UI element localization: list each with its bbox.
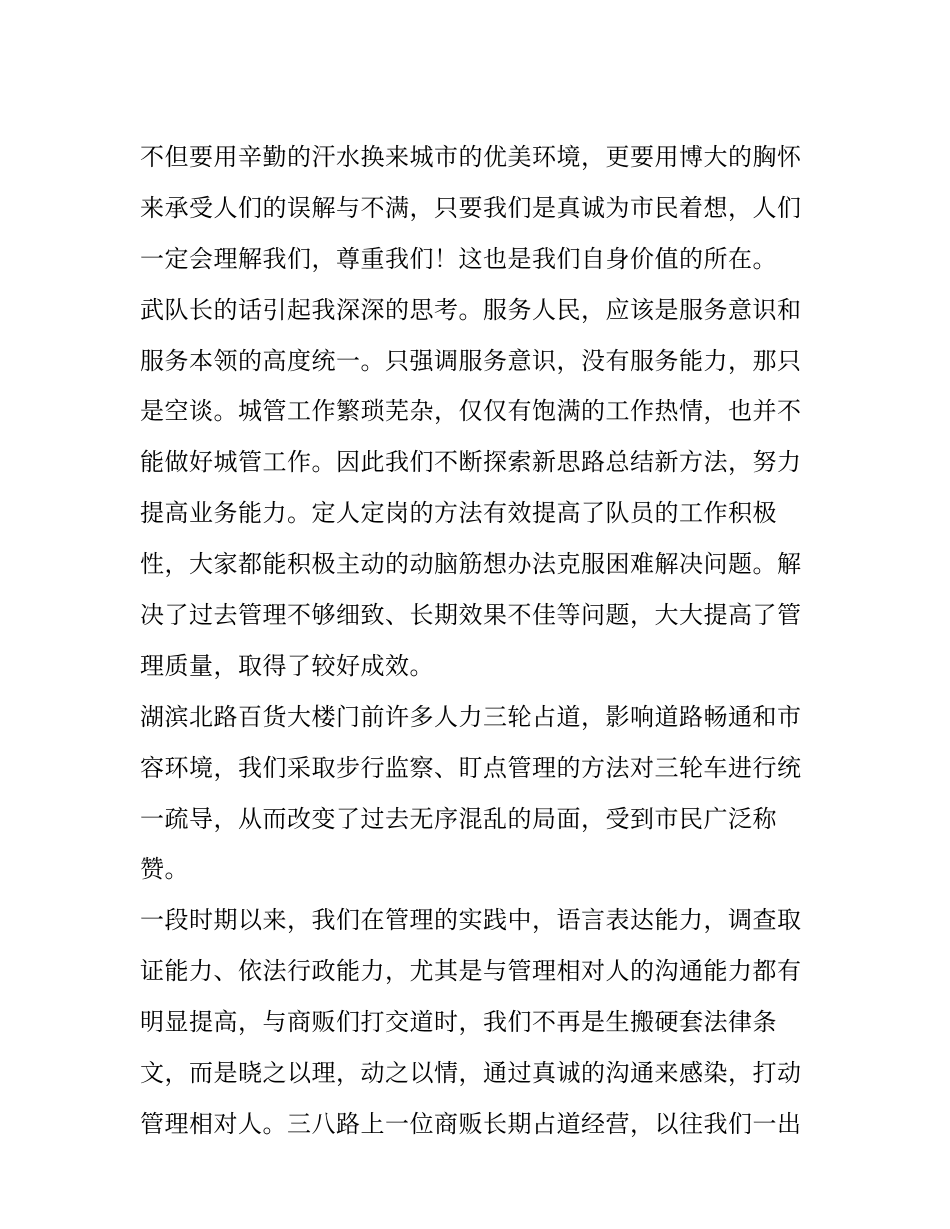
text-line: 管理相对人。三八路上一位商贩长期占道经营，以往我们一出: [140, 1109, 802, 1138]
text-line: 湖滨北路百货大楼门前许多人力三轮占道，影响道路畅通和市: [140, 702, 802, 731]
text-line: 武队长的话引起我深深的思考。服务人民，应该是服务意识和: [140, 295, 802, 324]
text-line: 明显提高，与商贩们打交道时，我们不再是生搬硬套法律条: [140, 1008, 777, 1037]
text-line: 赞。: [140, 855, 189, 884]
text-line: 来承受人们的误解与不满，只要我们是真诚为市民着想，人们: [140, 193, 802, 222]
text-line: 容环境，我们采取步行监察、盯点管理的方法对三轮车进行统: [140, 753, 802, 782]
text-line: 理质量，取得了较好成效。: [140, 651, 434, 680]
body-text: [140, 132, 820, 1150]
text-line: 能做好城管工作。因此我们不断探索新思路总结新方法，努力: [140, 448, 802, 477]
text-line: 证能力、依法行政能力，尤其是与管理相对人的沟通能力都有: [140, 957, 802, 986]
text-line: 一疏导，从而改变了过去无序混乱的局面，受到市民广泛称: [140, 804, 777, 833]
text-line: 一定会理解我们，尊重我们！这也是我们自身价值的所在。: [140, 244, 777, 273]
text-line: 是空谈。城管工作繁琐芜杂，仅仅有饱满的工作热情，也并不: [140, 397, 802, 426]
text-line: 一段时期以来，我们在管理的实践中，语言表达能力，调查取: [140, 906, 802, 935]
text-line: 提高业务能力。定人定岗的方法有效提高了队员的工作积极: [140, 499, 777, 528]
text-line: 文，而是晓之以理，动之以情，通过真诚的沟通来感染，打动: [140, 1059, 802, 1088]
text-line: 服务本领的高度统一。只强调服务意识，没有服务能力，那只: [140, 346, 802, 375]
text-line: 决了过去管理不够细致、长期效果不佳等问题，大大提高了管: [140, 601, 802, 630]
text-line: 不但要用辛勤的汗水换来城市的优美环境，更要用博大的胸怀: [140, 143, 802, 171]
text-line: 性，大家都能积极主动的动脑筋想办法克服困难解决问题。解: [140, 550, 802, 579]
